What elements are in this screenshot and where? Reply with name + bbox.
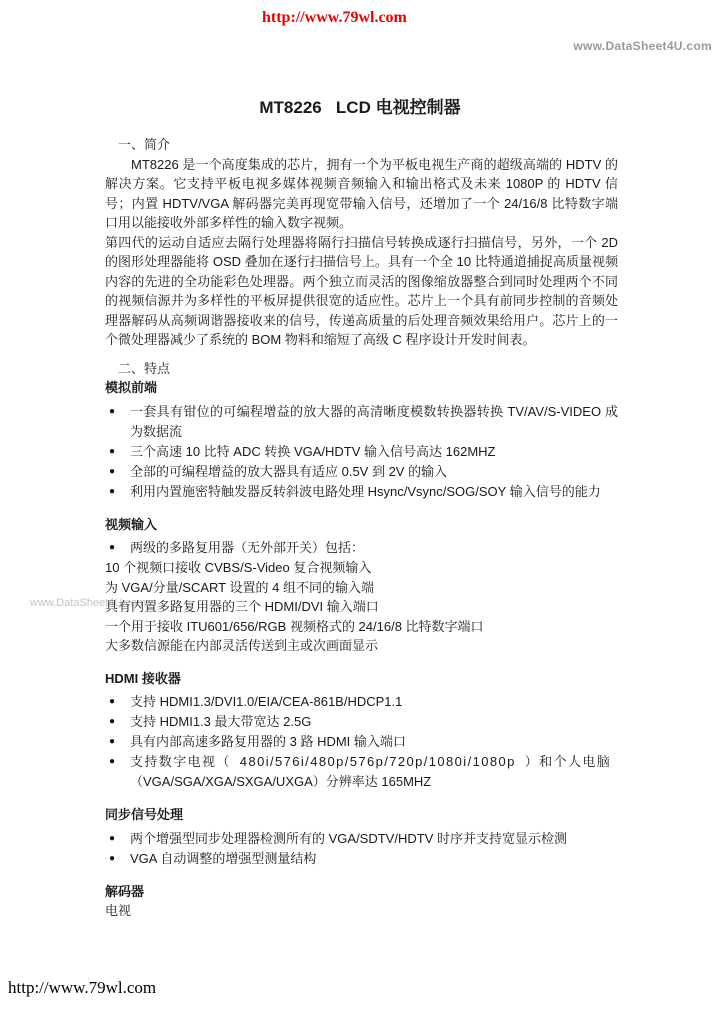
hdmi-receiver-list (105, 692, 618, 792)
video-input-line: 具有内置多路复用器的三个 HDMI/DVI 输入端口 (105, 599, 379, 614)
group-title-video-input: 视频输入 (105, 516, 158, 532)
bullet-item (105, 442, 618, 462)
bullet-text: VGA 自动调整的增强型测量结构 (130, 850, 317, 866)
bullet-text: 支持 HDMI1.3 最大带宽达 2.5G (130, 714, 312, 729)
bullet-text: 具有内部高速多路复用器的 3 路 HDMI 输入端口 (130, 734, 406, 749)
video-input-line: 为 VGA/分量/SCART 设置的 4 组不同的输入端 (105, 579, 374, 595)
intro-heading: 一、简介 (118, 137, 171, 152)
watermark-top-right: www.DataSheet4U.com (573, 39, 712, 53)
group-title-analog-front-end: 模拟前端 (105, 380, 158, 395)
bullet-text: 支持数字电视（ 480i/576i/480p/576p/720p/1080i/1080p ）和个人电脑 (130, 754, 612, 769)
bullet-item (105, 712, 618, 732)
decoder-line: 电视 (105, 903, 132, 918)
video-input-line: 10 个视频口接收 CVBS/S-Video 复合视频输入 (105, 560, 372, 575)
group-title-decoder: 解码器 (105, 883, 145, 899)
bullet-icon: ● (109, 756, 116, 767)
intro-paragraph-1: MT8226 是一个高度集成的芯片，拥有一个为平板电视生产商的超级高端的 HDTV 的解决方案。它支持平板电视多媒体视频音频输入和输出格式及未来 1080P 的 HDTV 信号；内置 HDTV/VGA 解码器完美再现宽带输入信号，还增加了一个 24/16/8 比特数字端口用以能接收外部多样性的输入数字视频。 (105, 156, 618, 230)
bottom-url-text: http://www.79wl.com (8, 978, 157, 997)
bullet-text: 两级的多路复用器（无外部开关）包括： (130, 540, 365, 555)
bullet-item (105, 402, 618, 442)
bullet-text: 全部的可编程增益的放大器具有适应 0.5V 到 2V 的输入 (130, 463, 448, 479)
bullet-text: 一套具有钳位的可编程增益的放大器的高清晰度模数转换器转换 TV/AV/S-VIDEO 成为数据流 (130, 403, 618, 439)
bullet-item (105, 462, 618, 482)
video-input-line: 大多数信源能在内部灵活传送到主或次画面显示 (105, 638, 379, 653)
page-title: MT8226 LCD 电视控制器 (259, 98, 461, 117)
bullet-icon: ● (109, 852, 116, 864)
bullet-text: 三个高速 10 比特 ADC 转换 VGA/HDTV 输入信号高达 162MHZ (130, 443, 496, 459)
bullet-text: （VGA/SGA/XGA/SXGA/UXGA）分辨率达 165MHZ (130, 774, 432, 789)
bullet-text: 利用内置施密特触发器反转斜波电路处理 Hsync/Vsync/SOG/SOY 输入信号的能力 (130, 483, 601, 499)
bullet-item (105, 829, 618, 849)
bullet-item (105, 732, 618, 752)
features-heading: 二、特点 (118, 360, 171, 376)
bullet-item (105, 692, 618, 712)
intro-paragraph-2: 第四代的运动自适应去隔行处理器将隔行扫描信号转换成逐行扫描信号，另外，一个 2D 的图形处理器能将 OSD 叠加在逐行扫描信号上。具有一个全 10 比特通道捕捉高质量视频内容的先进的全功能彩色处理器。两个独立而灵活的图像缩放器整合到同时处理两个不同的视频信源并为多样性的平板屏提供很宽的适应性。芯片上一个具有前同步控制的音频处理器解码从高频调谐器接收来的信号，传递高质量的后处理音频效果给用户。芯片上的一个微处理器减少了系统的 BOM 物料和缩短了高级 C 程序设计开发时间表。 (105, 234, 618, 347)
video-input-list (105, 538, 618, 558)
bullet-icon: ● (109, 696, 116, 707)
group-title-sync-processing: 同步信号处理 (105, 807, 184, 822)
top-url-text: http://www.79wl.com (262, 9, 407, 26)
bullet-icon: ● (109, 405, 116, 417)
document-body (105, 135, 618, 921)
sync-processing-list (105, 829, 618, 869)
watermark-left: www.DataSheet4U.com (30, 597, 147, 609)
bullet-icon: ● (109, 465, 116, 477)
bullet-item (105, 482, 618, 502)
bullet-item (105, 752, 618, 792)
bullet-text: 两个增强型同步处理器检测所有的 VGA/SDTV/HDTV 时序并支持宽显示检测 (130, 830, 567, 846)
bullet-icon: ● (109, 542, 116, 553)
bullet-text: 支持 HDMI1.3/DVI1.0/EIA/CEA-861B/HDCP1.1 (130, 694, 403, 709)
video-input-line: 一个用于接收 ITU601/656/RGB 视频格式的 24/16/8 比特数字端口 (105, 618, 484, 634)
bullet-item (105, 849, 618, 869)
bullet-item (105, 538, 618, 558)
bullet-icon: ● (109, 445, 116, 457)
bullet-icon: ● (109, 485, 116, 497)
bullet-icon: ● (109, 716, 116, 727)
analog-front-end-list (105, 402, 618, 502)
bullet-icon: ● (109, 736, 116, 747)
group-title-hdmi-receiver: HDMI 接收器 (105, 670, 181, 686)
bullet-icon: ● (109, 832, 116, 844)
